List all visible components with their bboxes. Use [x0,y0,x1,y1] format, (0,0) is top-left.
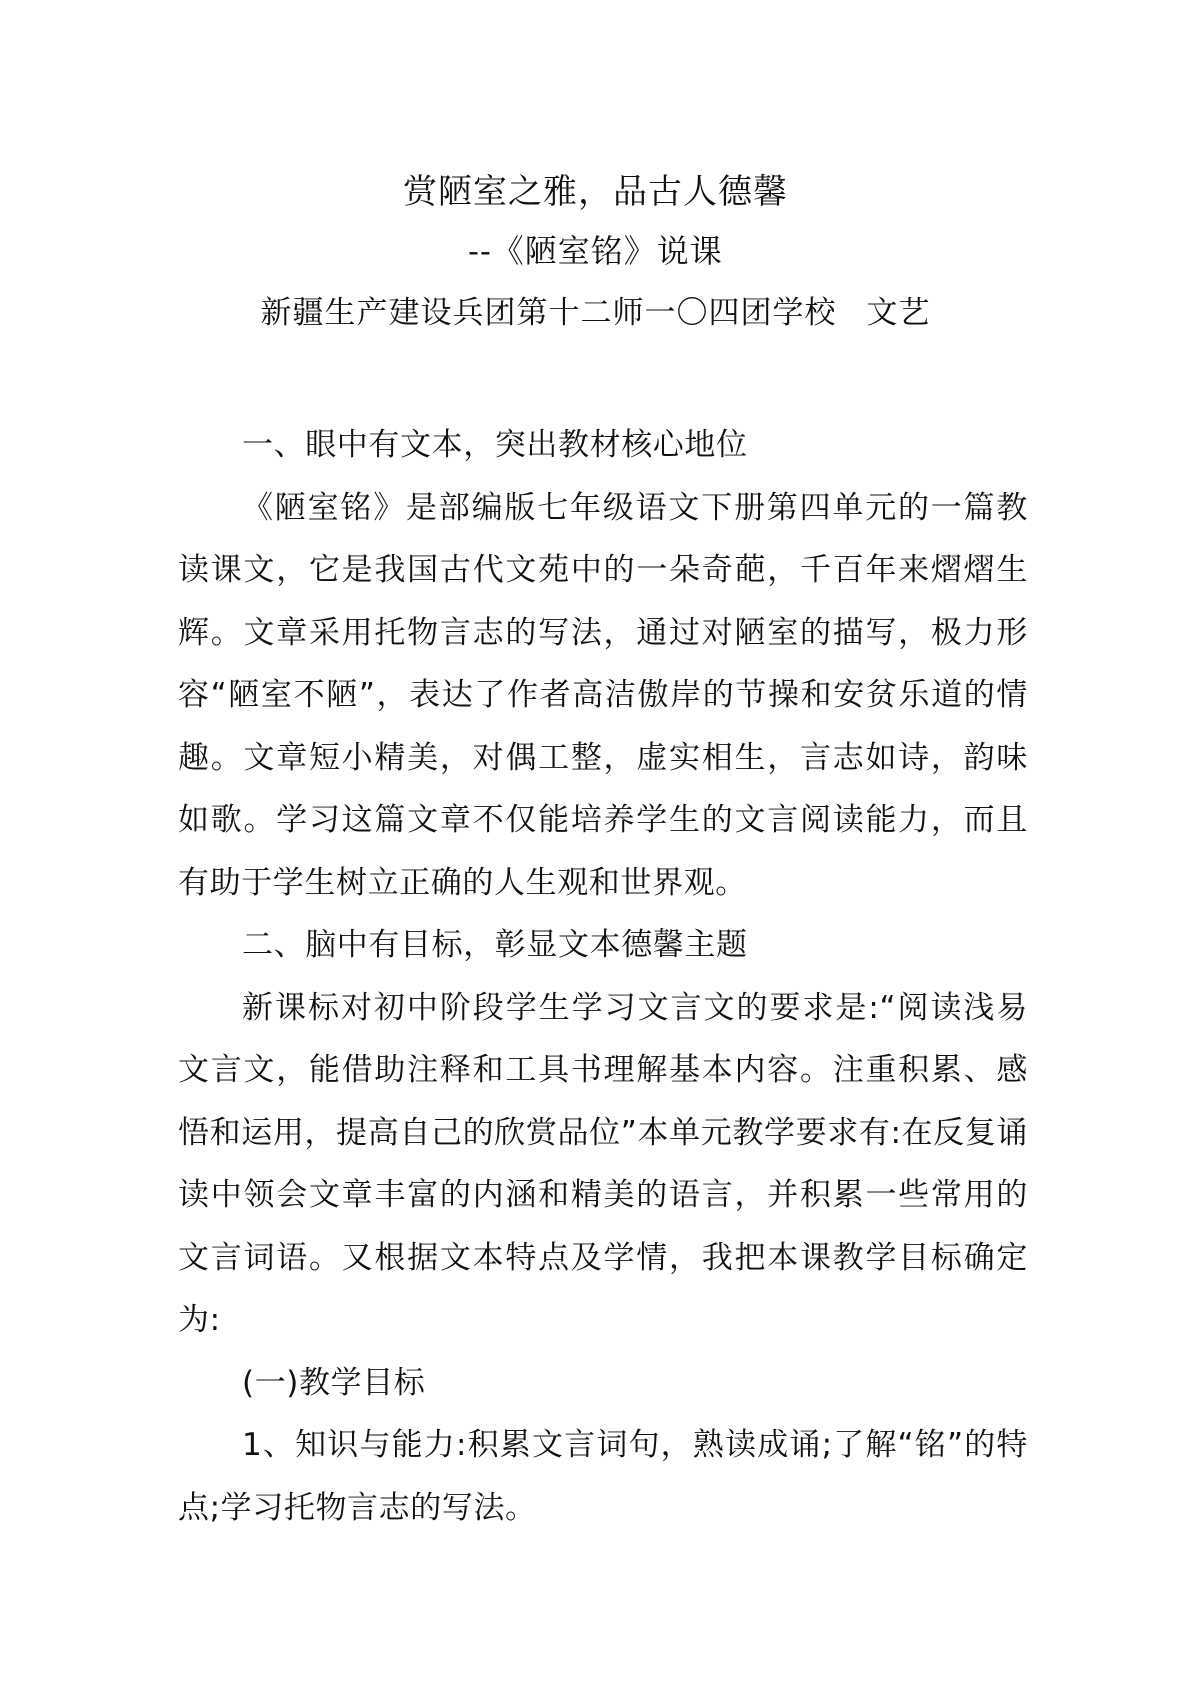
document-body [178,414,1028,1539]
author-name: 文艺 [866,295,931,331]
section-heading-2: 二、脑中有目标，彰显文本德馨主题 [242,927,748,963]
paragraph-3: 1、知识与能力:积累文言词句，熟读成诵;了解“铭”的特点;学习托物言志的写法。 [178,1427,1028,1526]
subsection-heading-teaching-goals: (一)教学目标 [242,1364,426,1401]
paragraph-2: 新课标对初中阶段学生学习文言文的要求是:“阅读浅易文言文，能借助注释和工具书理解基本内容。注重积累、感悟和运用，提高自己的欣赏品位”本单元教学要求有:在反复诵读中领会文章丰富的内涵和精美的语言，并积累一些常用的文言词语。又根据文本特点及学情，我把本课教学目标确定为: [178,989,1028,1338]
document-title: 赏陋室之雅，品古人德馨 [403,172,788,212]
author-line [0,290,1191,336]
paragraph-1: 《陋室铭》是部编版七年级语文下册第四单元的一篇教读课文，它是我国古代文苑中的一朵奇葩，千百年来熠熠生辉。文章采用托物言志的写法，通过对陋室的描写，极力形容“陋室不陋”，表达了作者高洁傲岸的节操和安贫乐道的情趣。文章短小精美，对偶工整，虚实相生，言志如诗，韵味如歌。学习这篇文章不仅能培养学生的文言阅读能力，而且有助于学生树立正确的人生观和世界观。 [178,489,1028,901]
author-organization: 新疆生产建设兵团第十二师一〇四团学校 [260,295,837,331]
document-subtitle: --《陋室铭》说课 [468,232,723,270]
section-heading-1: 一、眼中有文本，突出教材核心地位 [242,427,748,463]
